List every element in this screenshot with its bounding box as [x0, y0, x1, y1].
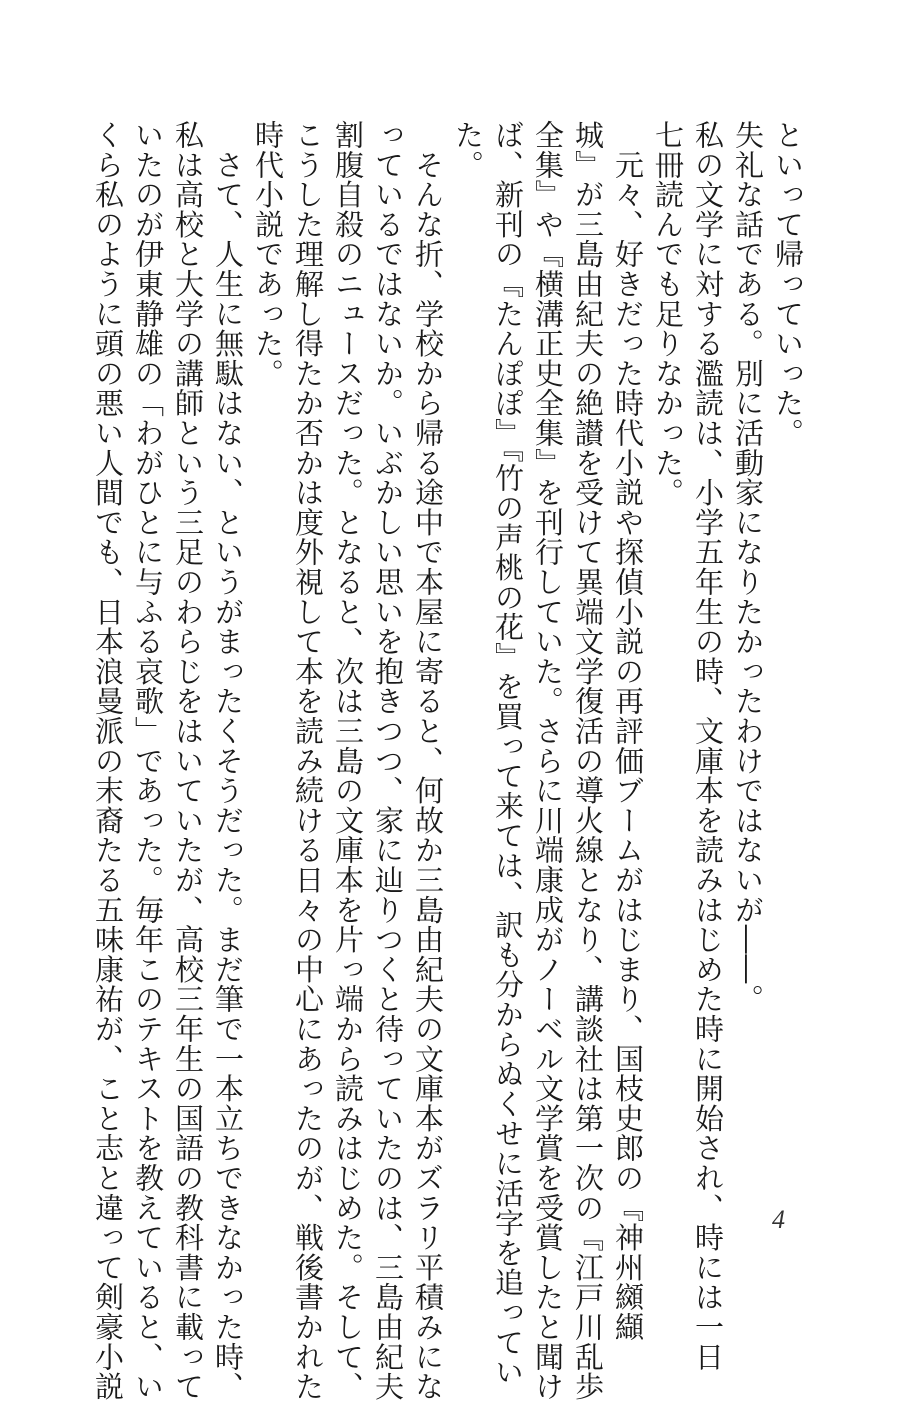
text-line-7: 全集』や『横溝正史全集』を刊行していた。さらに川端康成がノーベル文学賞を受賞したと聞け [531, 120, 565, 1401]
text-line-18: くら私のように頭の悪い人間でも、日本浪曼派の末裔たる五味康祐が、こと志と違って剣豪小説 [91, 120, 125, 1401]
text-line-17: いたのが伊東静雄の「わがひとに与ふる哀歌」であった。毎年このテキストを教えていると、い [131, 120, 165, 1401]
text-line-8: ば、新刊の『たんぽぽ』『竹の声桃の花』を買って来ては、訳も分からぬくせに活字を追ってい [491, 120, 525, 1387]
text-line-14: 時代小説であった。 [251, 120, 285, 389]
text-line-1: といって帰っていった。 [771, 120, 805, 448]
text-line-11: っているではないか。いぶかしい思いを抱きつつ、家に辿りつくと待っていたのは、三島由紀夫 [371, 120, 405, 1401]
text-line-13: こうした理解し得たか否かは度外視して本を読み続ける日々の中心にあったのが、戦後書かれた [291, 120, 325, 1401]
text-line-2: 失礼な話である。別に活動家になりたかったわけではないが――。 [731, 120, 765, 1014]
text-line-9: た。 [451, 120, 485, 180]
text-line-6: 城』が三島由紀夫の絶讃を受けて異端文学復活の導火線となり、講談社は第一次の『江戸川乱歩 [571, 120, 605, 1401]
text-line-12: 割腹自殺のニュースだった。となると、次は三島の文庫本を片っ端から読みはじめた。そして、 [331, 120, 365, 1401]
page-number: 4 [772, 1205, 785, 1234]
text-line-16: 私は高校と大学の講師という三足のわらじをはいていたが、高校三年生の国語の教科書に載って [171, 120, 205, 1401]
text-line-5: 元々、好きだった時代小説や探偵小説の再評価ブームがはじまり、国枝史郎の『神州纐纈 [611, 120, 645, 1342]
text-line-3: 私の文学に対する濫読は、小学五年生の時、文庫本を読みはじめた時に開始され、時には一日 [691, 120, 725, 1372]
text-line-10: そんな折、学校から帰る途中で本屋に寄ると、何故か三島由紀夫の文庫本がズラリ平積みにな [411, 120, 445, 1401]
text-line-4: 七冊読んでも足りなかった。 [651, 120, 685, 508]
text-line-15: さて、人生に無駄はない、というがまったくそうだった。まだ筆で一本立ちできなかった時、 [211, 120, 245, 1401]
vertical-text-body [88, 120, 808, 1401]
